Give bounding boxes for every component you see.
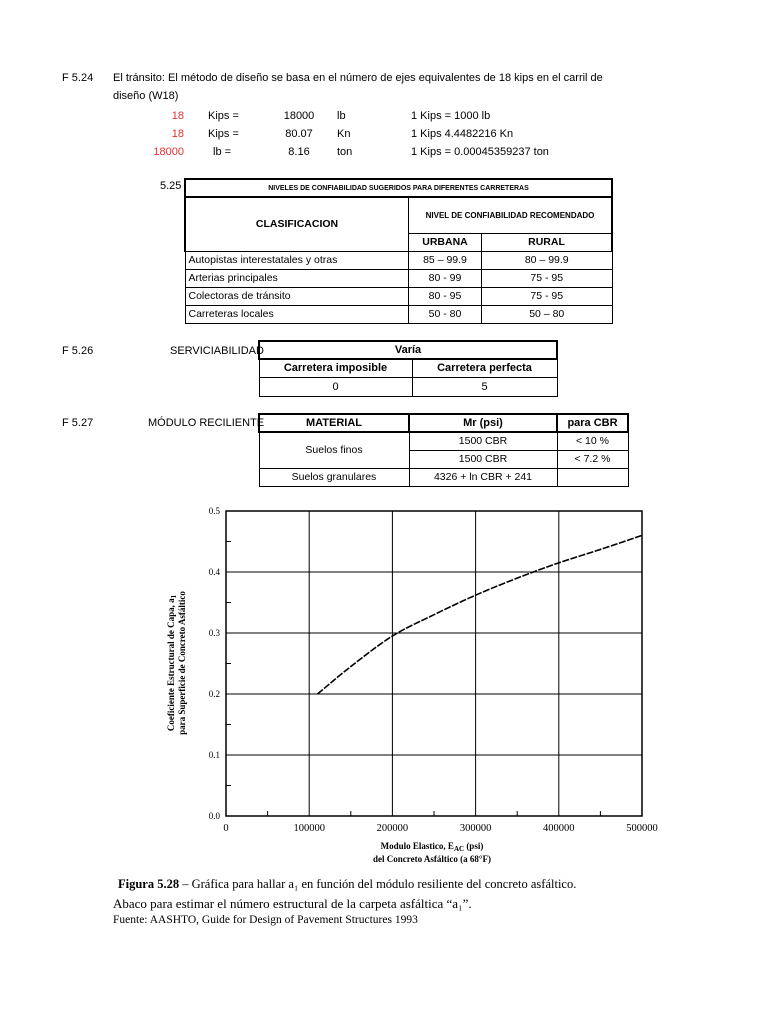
x-tick-label: 300000 xyxy=(459,823,492,834)
row-name: Autopistas interestatales y otras xyxy=(185,251,409,269)
row-name: Arterias principales xyxy=(185,269,409,287)
conv-value: 18 xyxy=(171,110,184,122)
row-rural: 75 - 95 xyxy=(482,287,613,305)
x-axis-label-line2: del Concreto Asfáltico (a 68°F) xyxy=(373,854,491,864)
series-line xyxy=(318,535,642,694)
row-urbana: 85 – 99.9 xyxy=(409,251,482,269)
conv-value: 18 xyxy=(171,128,184,140)
caption-source: Fuente: AASHTO, Guide for Design of Pavement Structures 1993 xyxy=(113,914,418,926)
row-name: Colectoras de tránsito xyxy=(185,287,409,305)
reliability-table-title: NIVELES DE CONFIABILIDAD SUGERIDOS PARA DIFERENTES CARRETERAS xyxy=(185,179,612,197)
row-material: Suelos finos xyxy=(259,432,409,468)
conv-result-unit: Kn xyxy=(337,128,351,140)
col-mr: Mr (psi) xyxy=(409,414,557,432)
y-axis-label: Coeficiente Estructural de Capa, $a_1$ xyxy=(166,594,178,732)
conv-unit: lb = xyxy=(213,146,232,158)
col-urbana: URBANA xyxy=(409,233,482,251)
serviciabilidad-label: SERVICIABILIDAD xyxy=(170,345,264,357)
x-tick-label: 100000 xyxy=(293,823,325,834)
section-label-525: 5.25 xyxy=(160,180,182,192)
y-tick-label: 0.4 xyxy=(208,567,220,577)
col-imposible: Carretera imposible xyxy=(259,359,412,377)
row-urbana: 50 - 80 xyxy=(409,305,482,323)
x-tick-label: 400000 xyxy=(543,823,575,834)
row-mr: 1500 CBR xyxy=(409,432,557,450)
row-cbr: < 7.2 % xyxy=(557,450,628,468)
conv-result: 80.07 xyxy=(285,128,313,140)
conv-result: 18000 xyxy=(283,110,315,122)
conv-note: 1 Kips = 1000 lb xyxy=(411,110,491,122)
row-name: Carreteras locales xyxy=(185,305,409,323)
modulo-label: MÓDULO RECILIENTE xyxy=(148,417,265,429)
col-nivel: NIVEL DE CONFIABILIDAD RECOMENDADO xyxy=(409,197,613,233)
col-rural: RURAL xyxy=(482,233,613,251)
conv-note: 1 Kips 4.4482216 Kn xyxy=(411,128,514,140)
row-cbr: < 10 % xyxy=(557,432,628,450)
figure-caption xyxy=(118,877,576,892)
conv-result: 8.16 xyxy=(288,146,310,158)
conv-unit: Kips = xyxy=(208,110,239,122)
conv-result-unit: lb xyxy=(337,110,346,122)
y-tick-label: 0.3 xyxy=(208,628,220,638)
y-tick-label: 0.5 xyxy=(208,506,220,516)
x-axis-label: Modulo Elastico, $E_{AC}$ (psi) xyxy=(380,841,484,853)
section-label-f526: F 5.26 xyxy=(62,345,94,357)
conv-unit: Kips = xyxy=(208,128,239,140)
chart-ticks xyxy=(209,506,658,834)
serviciabilidad-header: Varía xyxy=(259,341,557,359)
y-tick-label: 0.2 xyxy=(208,689,220,699)
row-rural: 75 - 95 xyxy=(482,269,613,287)
section-label-f527: F 5.27 xyxy=(62,417,94,429)
y-tick-label: 0.1 xyxy=(208,750,220,760)
row-mr: 4326 + ln CBR + 241 xyxy=(409,468,557,486)
x-tick-label: 200000 xyxy=(376,823,409,834)
conv-result-unit: ton xyxy=(337,146,353,158)
value-perfecta: 5 xyxy=(412,377,557,396)
conv-note: 1 Kips = 0.00045359237 ton xyxy=(411,146,549,158)
value-imposible: 0 xyxy=(259,377,412,396)
y-tick-label: 0.0 xyxy=(208,811,220,821)
conv-value: 18000 xyxy=(153,146,184,158)
row-material: Suelos granulares xyxy=(259,468,409,486)
y-axis-label-line2: para Superficie de Concreto Asfáltico xyxy=(177,591,187,735)
x-tick-label: 0 xyxy=(223,823,229,834)
chart-series xyxy=(318,535,642,694)
row-mr: 1500 CBR xyxy=(409,450,557,468)
row-rural: 50 – 80 xyxy=(482,305,613,323)
section-label-f524: F 5.24 xyxy=(62,72,94,84)
row-urbana: 80 - 95 xyxy=(409,287,482,305)
col-material: MATERIAL xyxy=(259,414,409,432)
f524-text-line2: diseño (W18) xyxy=(113,90,179,102)
figure-caption-text: – Gráfica para hallar a₁ en función del módulo resiliente del concreto asfáltico. xyxy=(179,877,577,891)
caption-description: Abaco para estimar el número estructural de la carpeta asfáltica “a₁”. xyxy=(113,896,472,911)
row-rural: 80 – 99.9 xyxy=(482,251,613,269)
row-urbana: 80 - 99 xyxy=(409,269,482,287)
x-tick-label: 500000 xyxy=(626,823,658,834)
col-clasificacion: CLASIFICACION xyxy=(185,197,409,251)
f524-text-line1: El tránsito: El método de diseño se basa en el número de ejes equivalentes de 18 kips en el carril de xyxy=(113,72,603,84)
col-perfecta: Carretera perfecta xyxy=(412,359,557,377)
figure-caption-number: Figura 5.28 xyxy=(118,877,180,891)
col-cbr: para CBR xyxy=(557,414,628,432)
